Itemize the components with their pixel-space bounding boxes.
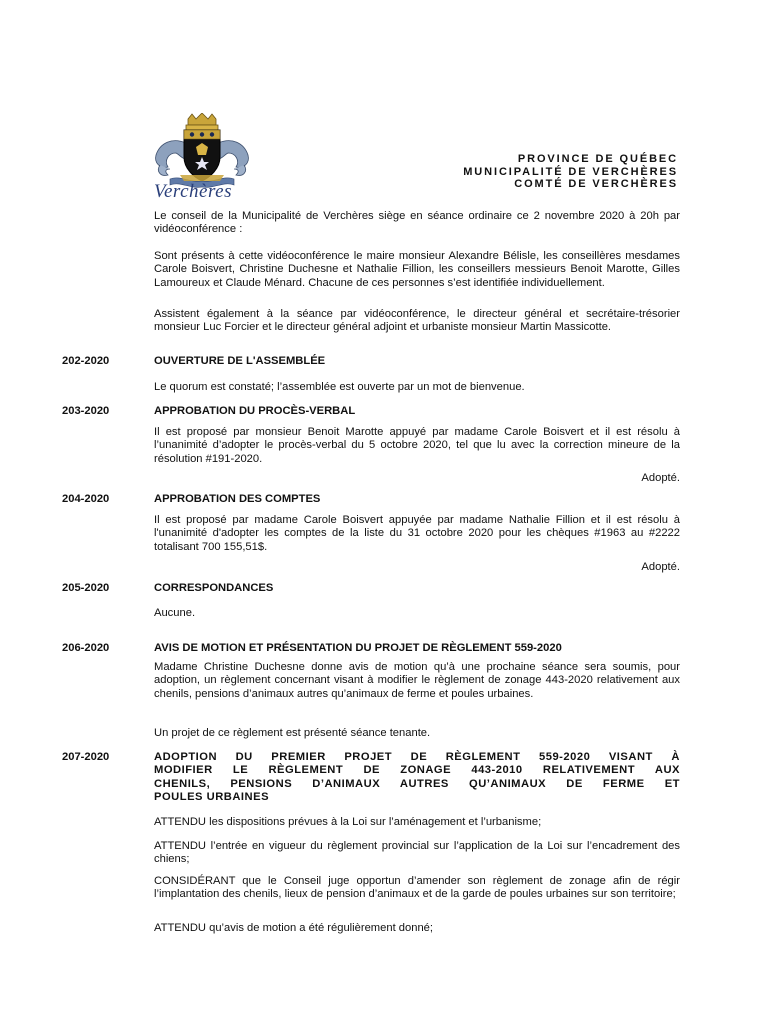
resolution-number-204: 204-2020 [62,493,110,505]
resolution-body-205: Aucune. [154,607,196,619]
resolution-207-attendu-1: ATTENDU les dispositions prévues à la Loi sur l’aménagement et l’urbanisme; [154,816,542,828]
resolution-number-203: 203-2020 [62,405,110,417]
resolution-title-203: APPROBATION DU PROCÈS-VERBAL [154,405,356,417]
header-province: PROVINCE DE QUÉBEC [517,153,678,165]
resolution-title-207-line-3: CHENILS, PENSIONS D’ANIMAUX AUTRES QU’ANIMAUX DE FERME ET [154,777,680,790]
resolution-title-207-line-1: ADOPTION DU PREMIER PROJET DE RÈGLEMENT 559-2020 VISANT À [154,751,680,763]
resolution-207-considerant: CONSIDÉRANT que le Conseil juge opportun d’amender son règlement de zonage afin de régir l’implantation des chenils, lieux de pension d’animaux et de la garde de poules urbaines sur son territoire; [154,875,680,901]
resolution-207-attendu-3: ATTENDU qu’avis de motion a été régulièrement donné; [154,922,433,934]
resolution-number-207: 207-2020 [62,751,110,763]
logo-wordmark-text: Verchères [154,181,233,202]
intro-present-paragraph: Sont présents à cette vidéoconférence le maire monsieur Alexandre Bélisle, les conseillères mesdames Carole Boisvert, Christine Duchesne et Nathalie Fillion, les conseillers messieurs Benoit Marotte, Gilles Lamoureux et Claude Ménard. Chacune de ces personnes s’est identifiée individuellement. [154,250,680,289]
resolution-title-207-line-4: POULES URBAINES [154,791,270,804]
header-county: COMTÉ DE VERCHÈRES [514,178,678,191]
resolution-title-207-line-2: MODIFIER LE RÈGLEMENT DE ZONAGE 443-2010 RELATIVEMENT AUX [154,764,680,777]
adopted-label-203: Adopté. [641,472,680,484]
resolution-title-202: OUVERTURE DE L'ASSEMBLÉE [154,355,326,367]
resolution-title-207 [154,751,680,805]
resolution-title-204: APPROBATION DES COMPTES [154,493,321,505]
resolution-number-202: 202-2020 [62,355,110,367]
logo-wordmark [154,182,254,202]
resolution-body-206: Madame Christine Duchesne donne avis de motion qu’à une prochaine séance sera soumis, pour adoption, un règlement concernant visant à modifier le règlement de zonage 443-2020 relativement aux chenils, pensions d’animaux autres qu’animaux de ferme et poules urbaines. [154,661,680,700]
resolution-body-204: Il est proposé par madame Carole Boisvert appuyée par madame Nathalie Fillion et il est résolu à l'unanimité d'adopter les comptes de la liste du 31 octobre 2020 pour les chèques #1963 au #2222 totalisant 700 155,51$. [154,514,680,553]
resolution-title-206: AVIS DE MOTION ET PRÉSENTATION DU PROJET DE RÈGLEMENT 559-2020 [154,642,562,654]
document-header [463,153,678,191]
resolution-207-attendu-2: ATTENDU l’entrée en vigueur du règlement provincial sur l’application de la Loi sur l’encadrement des chiens; [154,840,680,866]
intro-session-paragraph: Le conseil de la Municipalité de Verchères siège en séance ordinaire ce 2 novembre 2020 à 20h par vidéoconférence : [154,210,680,236]
resolution-number-205: 205-2020 [62,582,110,594]
header-municipality: MUNICIPALITÉ DE VERCHÈRES [463,165,678,178]
intro-assistants-paragraph: Assistent également à la séance par vidéoconférence, le directeur général et secrétaire-trésorier monsieur Luc Forcier et le directeur général adjoint et urbaniste monsieur Martin Massicotte. [154,308,680,334]
adopted-label-204: Adopté. [641,561,680,573]
resolution-body2-206: Un projet de ce règlement est présenté séance tenante. [154,727,431,739]
resolution-body-203: Il est proposé par monsieur Benoit Marotte appuyé par madame Carole Boisvert et il est résolu à l’unanimité d’adopter le procès-verbal du 5 octobre 2020, tel que lu avec la correction mineure de la résolution #191-2020. [154,426,680,465]
resolution-body-202: Le quorum est constaté; l’assemblée est ouverte par un mot de bienvenue. [154,381,525,393]
resolution-title-205: CORRESPONDANCES [154,582,274,594]
resolution-number-206: 206-2020 [62,642,110,654]
